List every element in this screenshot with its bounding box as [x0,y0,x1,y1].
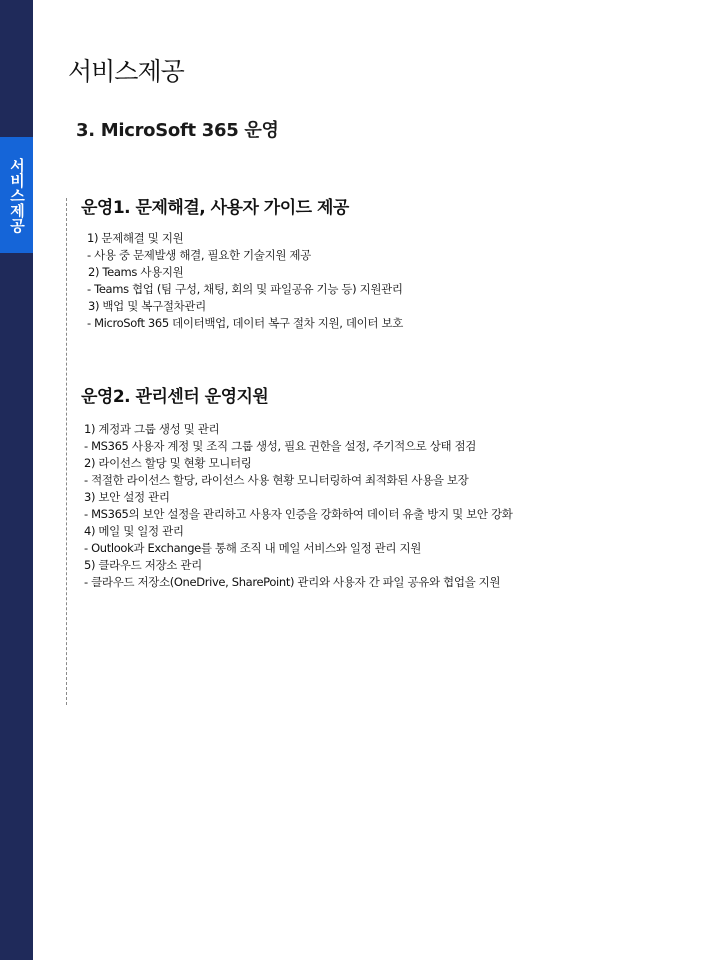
list-item: 3) 보안 설정 관리 [84,490,170,504]
sidebar-section-tab [0,137,33,253]
sidebar-tab-label: 서비스제공 [8,157,26,233]
list-item: - 클라우드 저장소(OneDrive, SharePoint) 관리와 사용자 간 파일 공유와 협업을 지원 [84,575,501,589]
list-item: - Teams 협업 (팀 구성, 채팅, 회의 및 파일공유 기능 등) 지원관리 [87,282,403,296]
list-item: - 사용 중 문제발생 해결, 필요한 기술지원 제공 [87,248,311,262]
operation-1-list [87,230,403,332]
operation-1-heading: 운영1. 문제해결, 사용자 가이드 제공 [81,198,349,218]
page-title: 서비스제공 [68,57,184,86]
dashed-divider [66,198,67,705]
section-heading: 3. MicroSoft 365 운영 [76,120,279,141]
list-item: - Outlook과 Exchange를 통해 조직 내 메일 서비스와 일정 관리 지원 [84,541,421,555]
list-item: 4) 메일 및 일정 관리 [84,524,184,538]
list-item: - MS365 사용자 계정 및 조직 그룹 생성, 필요 권한을 설정, 주기적으로 상태 점검 [84,439,477,453]
list-item: 2) Teams 사용지원 [88,265,184,279]
list-item: - 적절한 라이선스 할당, 라이선스 사용 현황 모니터링하여 최적화된 사용을 보장 [84,473,469,487]
list-item: - MicroSoft 365 데이터백업, 데이터 복구 절차 지원, 데이터 보호 [87,316,403,330]
list-item: 1) 문제해결 및 지원 [87,231,184,245]
list-item: - MS365의 보안 설정을 관리하고 사용자 인증을 강화하여 데이터 유출 방지 및 보안 강화 [84,507,513,521]
operation-2-list [84,421,512,591]
list-item: 5) 클라우드 저장소 관리 [84,558,202,572]
list-item: 3) 백업 및 복구절차관리 [88,299,206,313]
list-item: 2) 라이선스 할당 및 현황 모니터링 [84,456,252,470]
list-item: 1) 계정과 그룹 생성 및 관리 [84,422,220,436]
operation-2-heading: 운영2. 관리센터 운영지원 [81,387,269,407]
